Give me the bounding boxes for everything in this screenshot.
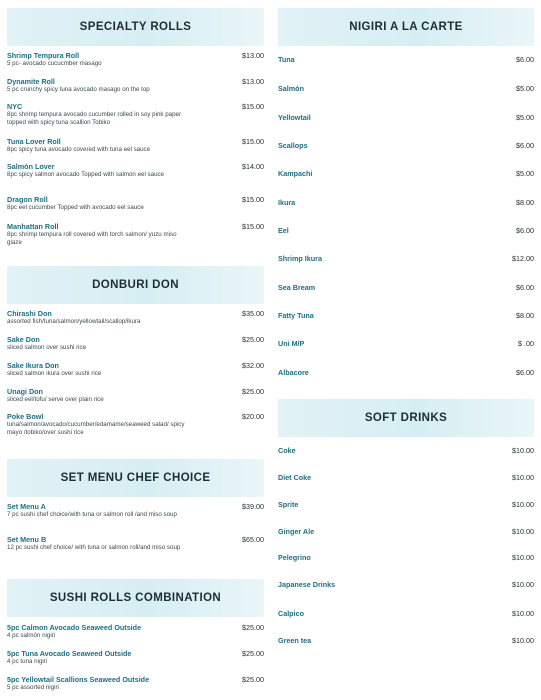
item-name: NYC — [7, 102, 23, 111]
item-price: $8.00 — [516, 311, 534, 320]
item-price: $25.00 — [242, 623, 264, 632]
menu-item — [278, 198, 534, 208]
item-name: Uni M/P — [278, 339, 305, 348]
set-menu-header — [7, 459, 264, 497]
item-name: Green tea — [278, 636, 312, 645]
item-name: Scallops — [278, 141, 308, 150]
menu-item — [278, 113, 534, 123]
item-price: $10.00 — [512, 636, 534, 645]
item-name: Set Menu B — [7, 535, 47, 544]
item-price: $6.00 — [516, 226, 534, 235]
menu-item — [7, 649, 264, 666]
item-name: Sea Bream — [278, 283, 316, 292]
menu-item — [278, 226, 534, 236]
menu-item — [7, 387, 264, 404]
menu-item — [7, 335, 264, 352]
item-price: $25.00 — [242, 675, 264, 684]
item-description: 5 pc- avocado cucucmber masago — [7, 60, 102, 67]
item-name: Ginger Ale — [278, 527, 315, 536]
item-name: Shrimp Tempura Roll — [7, 51, 80, 60]
item-description: 8pc shrimp tempura roll covered with torch salmon/ yuzu miso glaze — [7, 231, 177, 246]
item-name: Tuna — [278, 55, 295, 64]
menu-item — [278, 580, 534, 590]
item-description: 4 pc tuna nigiri — [7, 658, 48, 665]
menu-item — [278, 169, 534, 179]
menu-item — [7, 222, 264, 247]
item-description: sliced eel/tofu/ serve over plain rice — [7, 396, 104, 403]
item-name: Yellowtail — [278, 113, 311, 122]
item-price: $15.00 — [242, 195, 264, 204]
item-name: Japanese Drinks — [278, 580, 336, 589]
menu-item — [7, 137, 264, 154]
item-price: $5.00 — [516, 84, 534, 93]
item-price: $25.00 — [242, 335, 264, 344]
set-menu-title: SET MENU CHEF CHOICE — [60, 472, 211, 484]
item-name: Chirashi Don — [7, 309, 52, 318]
donburi-title: DONBURI DON — [92, 279, 179, 291]
item-name: Tuna Lover Roll — [7, 137, 61, 146]
item-name: Shrimp Ikura — [278, 254, 322, 263]
item-name: 5pc Calmon Avocado Seaweed Outside — [7, 623, 142, 632]
menu-item — [7, 51, 264, 68]
item-price: $13.00 — [242, 51, 264, 60]
item-description: 8pc spicy tuna avocado covered with tuna eel sauce — [7, 146, 151, 153]
donburi-header — [7, 266, 264, 304]
item-price: $10.00 — [512, 500, 534, 509]
item-price: $15.00 — [242, 102, 264, 111]
item-name: Coke — [278, 446, 296, 455]
item-price: $6.00 — [516, 368, 534, 377]
item-price: $8.00 — [516, 198, 534, 207]
item-description: 5 pc crunchy spicy tuna avocado masago on the top — [7, 86, 150, 93]
menu-item — [278, 311, 534, 321]
menu-item — [7, 623, 264, 640]
menu-item — [7, 195, 264, 212]
item-price: $10.00 — [512, 446, 534, 455]
combination-title: SUSHI ROLLS COMBINATION — [49, 592, 222, 604]
item-price: $5.00 — [516, 113, 534, 122]
soft-drinks-title: SOFT DRINKS — [364, 412, 448, 424]
specialty-rolls-header — [7, 8, 264, 46]
item-price: $5.00 — [516, 169, 534, 178]
menu-item — [278, 500, 534, 510]
item-price: $6.00 — [516, 55, 534, 64]
item-name: 5pc Yellowtail Scallions Seaweed Outside — [7, 675, 150, 684]
item-name: 5pc Tuna Avocado Seaweed Outside — [7, 649, 132, 658]
menu-item — [278, 553, 534, 563]
menu-item — [278, 609, 534, 619]
item-description: sliced salmon over sushi rice — [7, 344, 87, 351]
item-price: $20.00 — [242, 412, 264, 421]
menu-item — [278, 527, 534, 537]
item-description: 8pc spicy salmon avocado Topped with salmon eel sauce — [7, 171, 165, 178]
item-name: Manhattan Roll — [7, 222, 59, 231]
menu-item — [278, 368, 534, 378]
item-name: Sprite — [278, 500, 299, 509]
item-price: $15.00 — [242, 222, 264, 231]
nigiri-title: NIGIRI A LA CARTE — [349, 21, 463, 33]
menu-item — [7, 502, 264, 519]
menu-item — [7, 309, 264, 326]
menu-item — [278, 55, 534, 65]
item-name: Fatty Tuna — [278, 311, 314, 320]
item-description: tuna/salmon/avocado/cucumber/edamame/seaweed salad/ spicy mayo /tobiko/over sushi rice — [7, 421, 185, 436]
menu-item — [278, 283, 534, 293]
menu-item — [278, 636, 534, 646]
menu-item — [7, 102, 264, 127]
soft-drinks-header — [278, 399, 534, 437]
item-price: $10.00 — [512, 609, 534, 618]
item-name: Eel — [278, 226, 289, 235]
item-price: $10.00 — [512, 527, 534, 536]
item-description: 5 pc assorted nigiri — [7, 684, 59, 691]
menu-item — [278, 141, 534, 151]
item-price: $12.00 — [512, 254, 534, 263]
item-price: $ .00 — [518, 339, 534, 348]
item-name: Salmón — [278, 84, 304, 93]
item-price: $35.00 — [242, 309, 264, 318]
item-price: $32.00 — [242, 361, 264, 370]
item-name: Sake Don — [7, 335, 40, 344]
item-price: $6.00 — [516, 141, 534, 150]
item-description: 12 pc sushi chef choice/ with tuna or salmon roll/and miso soup — [7, 544, 181, 551]
item-price: $25.00 — [242, 649, 264, 658]
item-price: $39.00 — [242, 502, 264, 511]
nigiri-header — [278, 8, 534, 46]
item-name: Albacore — [278, 368, 309, 377]
item-name: Dynamite Roll — [7, 77, 55, 86]
menu-item — [7, 675, 264, 692]
item-name: Poke Bowl — [7, 412, 44, 421]
item-price: $14.00 — [242, 162, 264, 171]
specialty-rolls-title: SPECIALTY ROLLS — [79, 21, 192, 33]
item-name: Ikura — [278, 198, 296, 207]
item-price: $65.00 — [242, 535, 264, 544]
menu-item — [7, 535, 264, 552]
menu-item — [278, 339, 534, 349]
menu-item — [278, 84, 534, 94]
item-name: Calpico — [278, 609, 304, 618]
menu-item — [7, 361, 264, 378]
item-name: Dragon Roll — [7, 195, 48, 204]
menu-item — [278, 446, 534, 456]
menu-item — [278, 473, 534, 483]
menu-item — [7, 162, 264, 179]
item-description: 8pc eel cucumber Topped with avocado eel sauce — [7, 204, 144, 211]
item-name: Sake Ikura Don — [7, 361, 59, 370]
item-price: $6.00 — [516, 283, 534, 292]
item-description: 7 pc sushi chef choice/with tuna or salmon roll /and miso soup — [7, 511, 177, 518]
item-description: 4 pc salmón nigiri — [7, 632, 56, 639]
item-name: Unagi Don — [7, 387, 43, 396]
item-description: sliced salmon ikura over sushi rice — [7, 370, 102, 377]
menu-item — [7, 412, 264, 437]
item-price: $15.00 — [242, 137, 264, 146]
item-description: assorted fish/tuna/salmon/yellowtail/scallop/ikura — [7, 318, 141, 325]
item-name: Pelegrino — [278, 553, 311, 562]
item-price: $25.00 — [242, 387, 264, 396]
item-name: Kampachi — [278, 169, 313, 178]
menu-item — [7, 77, 264, 94]
item-price: $10.00 — [512, 473, 534, 482]
menu-item — [278, 254, 534, 264]
item-name: Diet Coke — [278, 473, 312, 482]
item-price: $10.00 — [512, 553, 534, 562]
item-name: Salmón Lover — [7, 162, 55, 171]
item-price: $10.00 — [512, 580, 534, 589]
combination-header — [7, 579, 264, 617]
item-price: $13.00 — [242, 77, 264, 86]
item-description: 8pc shrimp tempura avocado cucumber rolled in soy pink paper topped with spicy tuna scallion Tobiko — [7, 111, 182, 126]
item-name: Set Menu A — [7, 502, 46, 511]
